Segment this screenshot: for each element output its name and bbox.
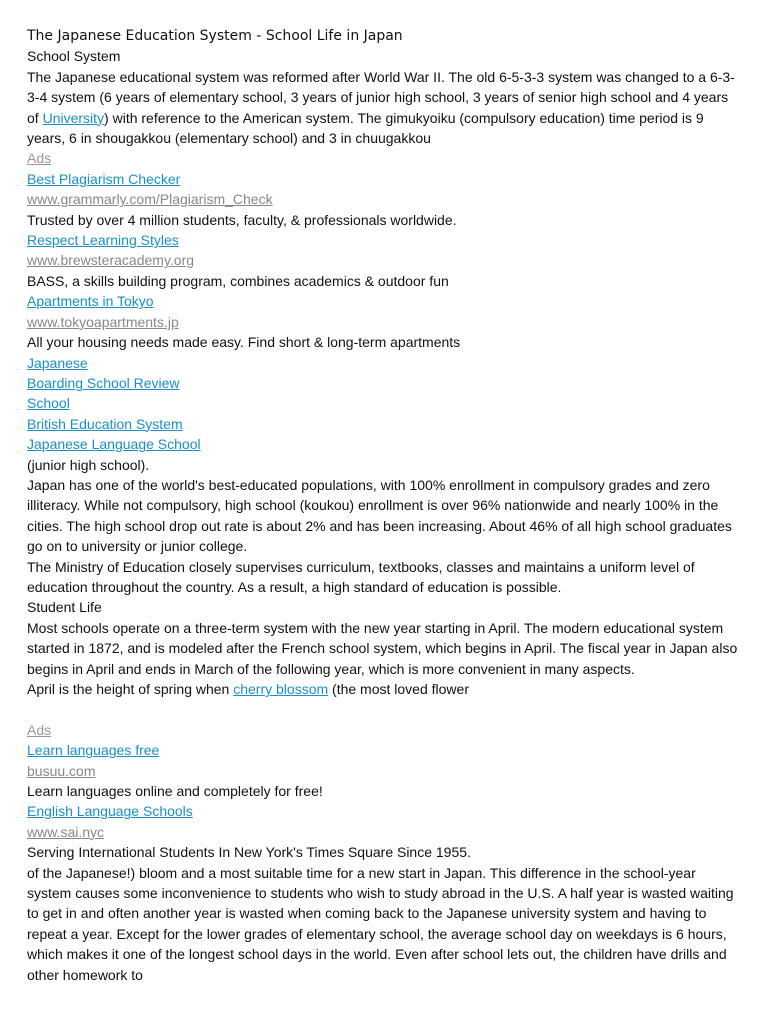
paragraph-text: ) with reference to the American system. The gimukyoiku (compulsory education) time period is 9 years, 6 in shougakkou (elementary school) and 3 in chuugakkou [27, 109, 704, 147]
paragraph-intro [27, 67, 741, 149]
university-link[interactable]: University [42, 109, 105, 126]
topic-link-school[interactable]: School [27, 395, 70, 412]
ad-title-link[interactable]: Best Plagiarism Checker [27, 170, 181, 187]
topic-link-japanese-language-school[interactable]: Japanese Language School [27, 436, 201, 453]
section-heading-school-system: School System [27, 48, 121, 65]
paragraph-text: (the most loved flower [328, 681, 469, 697]
ad-url[interactable]: www.grammarly.com/Plagiarism_Check [27, 191, 273, 208]
ad-title-link[interactable]: Respect Learning Styles [27, 232, 179, 249]
spacer [27, 699, 741, 719]
paragraph-april [27, 679, 741, 699]
ad-url[interactable]: www.brewsteracademy.org [27, 252, 195, 269]
paragraph-junior-high: (junior high school). [27, 456, 150, 473]
ad-title-link[interactable]: Apartments in Tokyo [27, 293, 154, 310]
ad-description: Learn languages online and completely for free! [27, 783, 323, 800]
paragraph-literacy: Japan has one of the world's best-educated populations, with 100% enrollment in compulsory grades and zero illiteracy. While not compulsory, high school (koukou) enrollment is over 96% nationwide and nearly 100% in the cities. The high school drop out rate is about 2% and has been increasing. About 46% of all high school graduates go on to university or junior college. [27, 476, 732, 555]
ad-url[interactable]: www.sai.nyc [27, 823, 105, 840]
page-title: The Japanese Education System - School Life in Japan [27, 28, 403, 44]
ads-label[interactable]: Ads [27, 721, 52, 738]
topic-link-japanese[interactable]: Japanese [27, 354, 88, 371]
topic-link-british-education-system[interactable]: British Education System [27, 415, 183, 432]
ad-title-link[interactable]: Learn languages free [27, 742, 160, 759]
ad-url[interactable]: busuu.com [27, 762, 96, 779]
paragraph-ministry: The Ministry of Education closely supervises curriculum, textbooks, classes and maintains a uniform level of education throughout the country. As a result, a high standard of education is possible. [27, 558, 695, 595]
paragraph-text: April is the height of spring when [27, 681, 234, 697]
paragraph-school-year: Most schools operate on a three-term system with the new year starting in April. The modern educational system started in 1872, and is modeled after the French school system, which begins in April. The fiscal year in Japan also begins in April and ends in March of the following year, which is more convenient in many aspects. [27, 619, 738, 677]
ad-description: Serving International Students In New York's Times Square Since 1955. [27, 844, 471, 861]
ad-description: Trusted by over 4 million students, faculty, & professionals worldwide. [27, 211, 457, 228]
ad-title-link[interactable]: English Language Schools [27, 803, 193, 820]
ads-label[interactable]: Ads [27, 150, 52, 167]
paragraph-continuation: of the Japanese!) bloom and a most suitable time for a new start in Japan. This difference in the school-year system causes some inconvenience to students who wish to study abroad in the U.S. A half year is wasted waiting to get in and often another year is wasted when coming back to the Japanese university system and having to repeat a year. Except for the lower grades of elementary school, the average school day on weekdays is 6 hours, which makes it one of the longest school days in the world. Even after school lets out, the children have drills and other homework to [27, 864, 734, 983]
cherry-blossom-link[interactable]: cherry blossom [233, 681, 329, 697]
ad-description: BASS, a skills building program, combines academics & outdoor fun [27, 272, 449, 289]
ad-url[interactable]: www.tokyoapartments.jp [27, 313, 179, 330]
ad-block-2 [27, 720, 741, 863]
section-heading-student-life: Student Life [27, 599, 102, 616]
ad-description: All your housing needs made easy. Find short & long-term apartments [27, 334, 461, 351]
paragraph-text: The Japanese educational system was reformed after World War II. The old 6-5-3-3 system was changed to a 6-3-3-4 system (6 years of elementary school, 3 years of junior high school, 3 years of senior high school and 4 years of [27, 68, 735, 126]
ad-block-1 [27, 148, 741, 454]
topic-link-boarding-school-review[interactable]: Boarding School Review [27, 374, 180, 391]
